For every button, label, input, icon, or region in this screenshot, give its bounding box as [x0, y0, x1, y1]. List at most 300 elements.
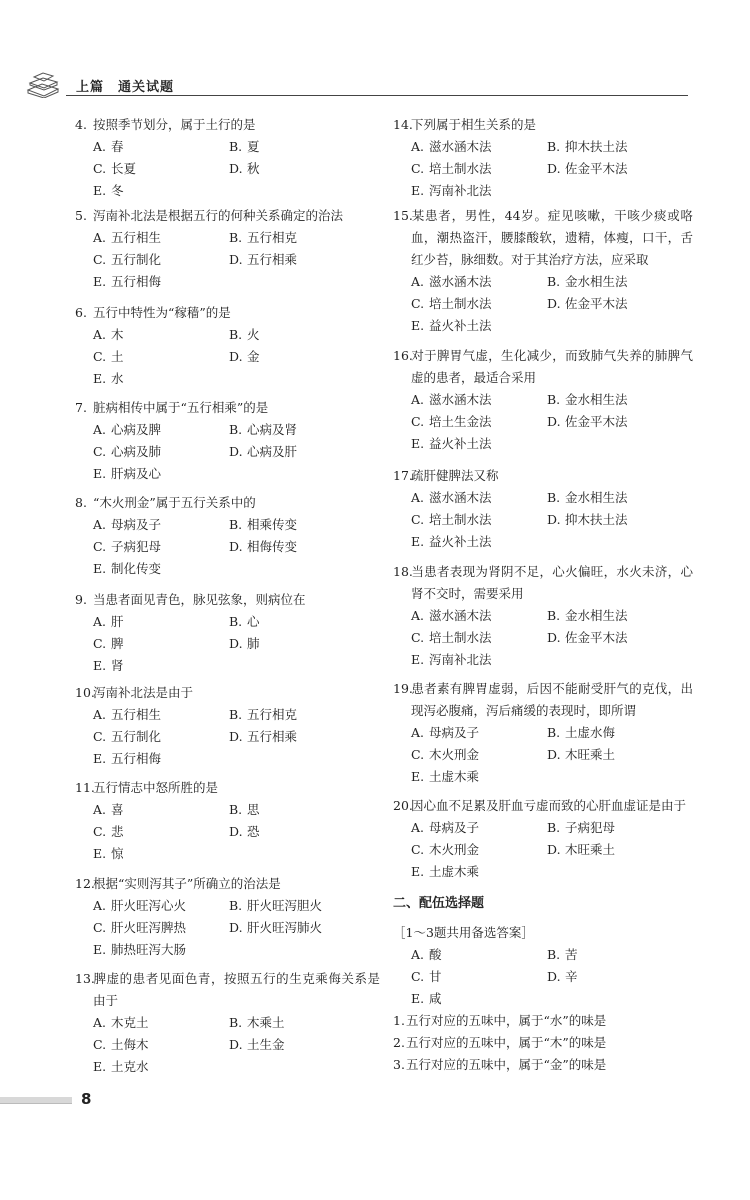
option	[411, 839, 547, 861]
option-key: D.	[229, 161, 243, 176]
option-text: 佐金平木法	[565, 414, 628, 429]
option-key: D.	[229, 636, 243, 651]
option	[229, 441, 365, 463]
option	[93, 558, 229, 580]
option-text: 肝火旺泻脾热	[111, 920, 187, 935]
option	[411, 966, 547, 988]
option-key: B.	[229, 422, 243, 437]
answer-options	[75, 324, 380, 390]
option-text: 酸	[429, 947, 442, 962]
question-item	[393, 678, 693, 788]
option	[93, 514, 229, 536]
question-item	[393, 465, 693, 553]
question-number: 4.	[75, 117, 87, 132]
question-number: 17.	[393, 468, 413, 483]
option-key: B.	[229, 230, 243, 245]
option-text: 土虚木乘	[429, 769, 480, 784]
option	[547, 839, 683, 861]
option	[229, 158, 365, 180]
question-stem	[393, 345, 693, 389]
option-key: D.	[547, 630, 561, 645]
option-key: C.	[93, 1037, 107, 1052]
question-number: 6.	[75, 305, 87, 320]
option	[93, 368, 229, 390]
option	[229, 227, 365, 249]
option	[411, 487, 547, 509]
option-text: 心	[247, 614, 260, 629]
question-number: 15.	[393, 208, 413, 223]
option	[93, 180, 229, 202]
option-text: 益火补土法	[429, 534, 492, 549]
question-item	[393, 114, 693, 202]
option-key: C.	[93, 539, 107, 554]
option-key: B.	[229, 707, 243, 722]
option-text: 制化传变	[111, 561, 162, 576]
option-key: A.	[411, 490, 425, 505]
question-number: 8.	[75, 495, 87, 510]
answer-options	[393, 271, 693, 337]
option-key: A.	[93, 614, 107, 629]
option	[411, 988, 547, 1010]
question-text: 疏肝健脾法又称	[411, 468, 499, 483]
option	[93, 726, 229, 748]
option-text: 五行相生	[111, 707, 162, 722]
option-text: 培土生金法	[429, 414, 492, 429]
option-text: 培土制水法	[429, 512, 492, 527]
option-key: B.	[229, 898, 243, 913]
option-text: 抑木扶土法	[565, 139, 628, 154]
option-text: 滋水涵木法	[429, 392, 492, 407]
option	[411, 136, 547, 158]
option	[411, 722, 547, 744]
option	[229, 1034, 365, 1056]
option-text: 木	[111, 327, 124, 342]
option	[93, 324, 229, 346]
option-text: 苦	[565, 947, 578, 962]
answer-options	[393, 605, 693, 671]
option	[93, 463, 229, 485]
page-number: 8	[81, 1090, 92, 1108]
option-key: A.	[411, 947, 425, 962]
question-item	[75, 205, 380, 293]
option-text: 滋水涵木法	[429, 139, 492, 154]
option	[547, 944, 683, 966]
option-text: 五行相乘	[247, 252, 298, 267]
question-stem	[75, 777, 380, 799]
question-item	[393, 795, 693, 883]
option-text: 土虚木乘	[429, 864, 480, 879]
option-text: 培土制水法	[429, 630, 492, 645]
option-key: A.	[93, 517, 107, 532]
option-text: 肝火旺泻肺火	[247, 920, 323, 935]
option-key: E.	[93, 751, 107, 766]
option	[411, 315, 547, 337]
option	[547, 411, 683, 433]
option-key: C.	[93, 920, 107, 935]
option	[411, 744, 547, 766]
question-text: 五行对应的五味中，属于“金”的味是	[406, 1057, 607, 1072]
option	[93, 249, 229, 271]
option	[547, 271, 683, 293]
question-number: 16.	[393, 348, 413, 363]
question-item	[75, 589, 380, 677]
option	[547, 605, 683, 627]
question-stem	[75, 589, 380, 611]
option-key: D.	[229, 824, 243, 839]
option-text: 肺	[247, 636, 260, 651]
option-key: A.	[411, 274, 425, 289]
option-key: E.	[411, 318, 425, 333]
question-text: 五行对应的五味中，属于“水”的味是	[406, 1013, 607, 1028]
question-text: 下列属于相生关系的是	[411, 117, 537, 132]
option-text: 益火补土法	[429, 436, 492, 451]
option-key: B.	[229, 327, 243, 342]
question-item	[75, 968, 380, 1078]
question-stem	[393, 114, 693, 136]
option-key: E.	[93, 1059, 107, 1074]
question-text: 脾虚的患者见面色青，按照五行的生克乘侮关系是由于	[93, 971, 380, 1008]
question-number: 1.	[393, 1013, 405, 1028]
question-number: 3.	[393, 1057, 405, 1072]
option-text: 秋	[247, 161, 260, 176]
option-text: 土	[111, 349, 124, 364]
option-key: D.	[229, 729, 243, 744]
option-text: 佐金平木法	[565, 630, 628, 645]
option-text: 抑木扶土法	[565, 512, 628, 527]
answer-options	[75, 136, 380, 202]
option-key: A.	[411, 820, 425, 835]
option-text: 滋水涵木法	[429, 274, 492, 289]
option-text: 肝	[111, 614, 124, 629]
option-text: 春	[111, 139, 124, 154]
question-stem	[393, 205, 693, 271]
option-text: 金水相生法	[565, 608, 628, 623]
option	[411, 627, 547, 649]
question-text: 患者素有脾胃虚弱，后因不能耐受肝气的克伐，出现泻必腹痛，泻后痛缓的表现时，即所谓	[411, 681, 693, 718]
option-key: B.	[547, 725, 561, 740]
option-text: 金水相生法	[565, 490, 628, 505]
question-stem	[393, 795, 693, 817]
option-key: D.	[229, 920, 243, 935]
option	[229, 346, 365, 368]
option	[411, 271, 547, 293]
option-key: D.	[229, 349, 243, 364]
option-text: 木火刑金	[429, 842, 480, 857]
option-key: C.	[93, 729, 107, 744]
option	[411, 861, 547, 883]
option	[93, 1034, 229, 1056]
option-key: D.	[547, 747, 561, 762]
option-key: C.	[93, 444, 107, 459]
option-key: D.	[547, 161, 561, 176]
question-text: 五行情志中怒所胜的是	[93, 780, 219, 795]
option	[93, 346, 229, 368]
option	[229, 895, 365, 917]
option-key: B.	[547, 608, 561, 623]
option	[547, 389, 683, 411]
answer-options	[75, 704, 380, 770]
option	[547, 509, 683, 531]
option	[229, 726, 365, 748]
option-key: A.	[411, 725, 425, 740]
question-number: 18.	[393, 564, 413, 579]
option-text: 惊	[111, 846, 124, 861]
option-key: E.	[93, 561, 107, 576]
option-key: B.	[229, 517, 243, 532]
option-text: 泻南补北法	[429, 183, 492, 198]
option	[93, 136, 229, 158]
question-stem	[75, 302, 380, 324]
option-key: E.	[93, 183, 107, 198]
option	[93, 158, 229, 180]
option-text: 土虚水侮	[565, 725, 616, 740]
option-text: 甘	[429, 969, 442, 984]
option-text: 子病犯母	[565, 820, 616, 835]
option-text: 心病及肺	[111, 444, 162, 459]
option-text: 金水相生法	[565, 274, 628, 289]
option	[547, 966, 683, 988]
question-text: 当患者面见青色，脉见弦象，则病位在	[93, 592, 306, 607]
option-text: 夏	[247, 139, 260, 154]
option-text: 木旺乘土	[565, 842, 616, 857]
option-text: 木乘土	[247, 1015, 285, 1030]
option-key: B.	[547, 392, 561, 407]
option-text: 子病犯母	[111, 539, 162, 554]
option-text: 相乘传变	[247, 517, 298, 532]
question-item	[75, 873, 380, 961]
option-key: E.	[411, 652, 425, 667]
answer-options	[75, 514, 380, 580]
question-stem	[75, 968, 380, 1012]
header-rule	[66, 95, 688, 96]
option-text: 木克土	[111, 1015, 149, 1030]
option-key: D.	[547, 512, 561, 527]
question-item	[75, 302, 380, 390]
option-key: E.	[411, 991, 425, 1006]
option-key: A.	[411, 139, 425, 154]
option	[547, 744, 683, 766]
question-stem	[75, 873, 380, 895]
question-stem	[75, 492, 380, 514]
option-text: 泻南补北法	[429, 652, 492, 667]
option	[411, 944, 547, 966]
option-key: B.	[229, 1015, 243, 1030]
option-key: C.	[411, 747, 425, 762]
option	[229, 136, 365, 158]
option	[93, 227, 229, 249]
option-text: 心病及肾	[247, 422, 298, 437]
option-key: B.	[547, 820, 561, 835]
option-key: C.	[411, 842, 425, 857]
option	[547, 627, 683, 649]
option-text: 培土制水法	[429, 161, 492, 176]
option-text: 肝火旺泻胆火	[247, 898, 323, 913]
option	[229, 799, 365, 821]
option-key: D.	[229, 252, 243, 267]
option-key: A.	[93, 327, 107, 342]
question-number: 19.	[393, 681, 413, 696]
option	[547, 158, 683, 180]
option-key: D.	[229, 1037, 243, 1052]
option	[229, 1012, 365, 1034]
option-key: C.	[93, 824, 107, 839]
question-text: 按照季节划分，属于土行的是	[93, 117, 256, 132]
question-item	[75, 682, 380, 770]
question-item	[393, 561, 693, 671]
option	[411, 509, 547, 531]
option	[411, 411, 547, 433]
option	[93, 633, 229, 655]
section-header-title: 上篇 通关试题	[76, 80, 175, 95]
option-key: C.	[93, 161, 107, 176]
option	[229, 633, 365, 655]
question-number: 13.	[75, 971, 95, 986]
question-number: 5.	[75, 208, 87, 223]
option-text: 木旺乘土	[565, 747, 616, 762]
option-text: 心病及肝	[247, 444, 298, 459]
option-key: B.	[547, 490, 561, 505]
option-key: A.	[93, 422, 107, 437]
option-key: A.	[93, 1015, 107, 1030]
option-key: D.	[547, 296, 561, 311]
option-text: 五行制化	[111, 252, 162, 267]
matching-question	[393, 1010, 683, 1032]
option	[411, 531, 547, 553]
question-text: 五行中特性为“稼穑”的是	[93, 305, 231, 320]
option	[547, 136, 683, 158]
option	[229, 514, 365, 536]
option-key: E.	[93, 274, 107, 289]
option-key: A.	[93, 139, 107, 154]
option-key: E.	[411, 769, 425, 784]
option	[547, 293, 683, 315]
option-text: 五行相侮	[111, 274, 162, 289]
stacked-books-icon	[24, 72, 64, 98]
option	[229, 249, 365, 271]
option-key: B.	[547, 274, 561, 289]
question-number: 12.	[75, 876, 95, 891]
option	[93, 843, 229, 865]
option	[93, 821, 229, 843]
option-key: C.	[93, 349, 107, 364]
answer-options	[75, 611, 380, 677]
answer-options	[393, 487, 693, 553]
option-text: 冬	[111, 183, 124, 198]
option-key: A.	[93, 230, 107, 245]
option-text: 肾	[111, 658, 124, 673]
option-key: E.	[93, 658, 107, 673]
option	[547, 817, 683, 839]
question-text: 某患者，男性，44岁。症见咳嗽，干咳少痰或咯血，潮热盗汗，腰膝酸软，遗精，体瘦，口干，舌红少苔，脉细数。对于其治疗方法，应采取	[411, 208, 693, 267]
question-text: 当患者表现为肾阴不足，心火偏旺，水火未济，心肾不交时，需要采用	[411, 564, 693, 601]
option-text: 长夏	[111, 161, 137, 176]
shared-options-label: ［1～3题共用备选答案］	[393, 925, 534, 940]
option-key: D.	[547, 969, 561, 984]
option-key: C.	[411, 414, 425, 429]
option	[411, 158, 547, 180]
option-text: 佐金平木法	[565, 161, 628, 176]
option-text: 五行相克	[247, 230, 298, 245]
option-text: 肝火旺泻心火	[111, 898, 187, 913]
question-text: 脏病相传中属于“五行相乘”的是	[93, 400, 269, 415]
option-key: E.	[93, 371, 107, 386]
option-key: E.	[93, 942, 107, 957]
question-stem	[393, 678, 693, 722]
option	[229, 917, 365, 939]
question-number: 20.	[393, 798, 413, 813]
option-key: D.	[229, 444, 243, 459]
question-stem	[393, 561, 693, 605]
question-number: 11.	[75, 780, 95, 795]
option	[229, 536, 365, 558]
option	[93, 799, 229, 821]
option-key: A.	[93, 802, 107, 817]
question-stem	[75, 114, 380, 136]
option	[229, 821, 365, 843]
option-text: 五行相生	[111, 230, 162, 245]
option-text: 心病及脾	[111, 422, 162, 437]
answer-options	[75, 895, 380, 961]
option-text: 金	[247, 349, 260, 364]
option-key: E.	[411, 864, 425, 879]
option	[547, 722, 683, 744]
question-stem	[75, 205, 380, 227]
option-text: 土克水	[111, 1059, 149, 1074]
option	[411, 605, 547, 627]
option-key: C.	[93, 636, 107, 651]
option-text: 母病及子	[429, 820, 480, 835]
option-key: A.	[93, 898, 107, 913]
option	[93, 441, 229, 463]
option-key: D.	[547, 414, 561, 429]
option-text: 五行相克	[247, 707, 298, 722]
option-text: 水	[111, 371, 124, 386]
option-text: 悲	[111, 824, 124, 839]
option-text: 火	[247, 327, 260, 342]
option	[411, 649, 547, 671]
option-text: 相侮传变	[247, 539, 298, 554]
answer-options	[393, 722, 693, 788]
question-number: 14.	[393, 117, 413, 132]
option-text: 益火补土法	[429, 318, 492, 333]
option	[93, 655, 229, 677]
question-text: 根据“实则泻其子”所确立的治法是	[93, 876, 281, 891]
option-text: 金水相生法	[565, 392, 628, 407]
option	[229, 611, 365, 633]
option-key: B.	[547, 947, 561, 962]
shared-options	[393, 944, 683, 1010]
option	[411, 433, 547, 455]
option-text: 五行相侮	[111, 751, 162, 766]
option-text: 木火刑金	[429, 747, 480, 762]
matching-questions	[393, 1010, 683, 1076]
option-key: A.	[411, 608, 425, 623]
option-key: A.	[93, 707, 107, 722]
option-key: E.	[411, 183, 425, 198]
option-key: E.	[411, 534, 425, 549]
option-key: E.	[93, 846, 107, 861]
option-key: B.	[229, 139, 243, 154]
option-key: D.	[547, 842, 561, 857]
option-key: C.	[93, 252, 107, 267]
option	[229, 324, 365, 346]
question-text: 五行对应的五味中，属于“木”的味是	[406, 1035, 607, 1050]
question-item	[75, 492, 380, 580]
answer-options	[393, 136, 693, 202]
option-text: 肝病及心	[111, 466, 162, 481]
question-item	[75, 397, 380, 485]
option-text: 恐	[247, 824, 260, 839]
